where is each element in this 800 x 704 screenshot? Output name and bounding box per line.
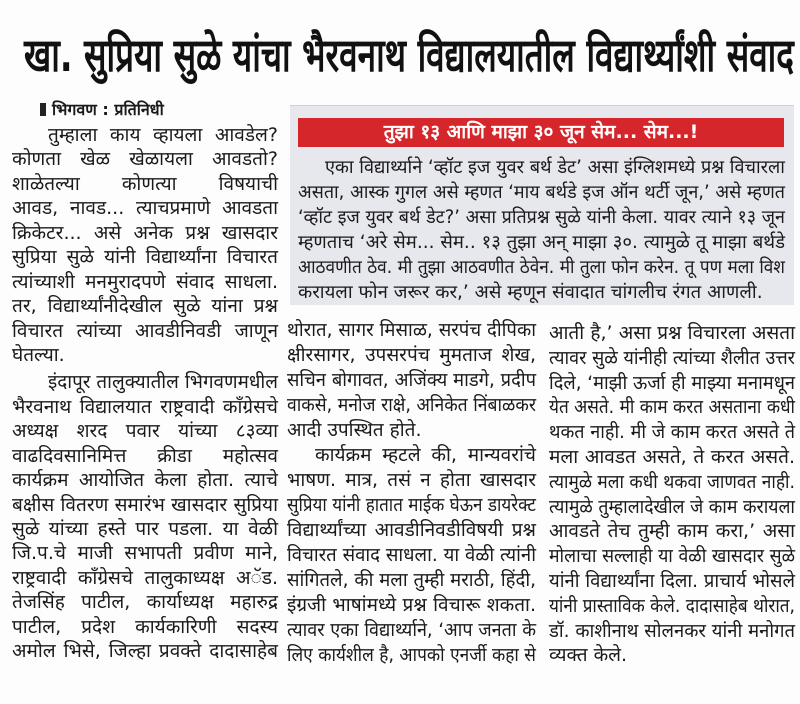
line-text: आवड, नावड... त्याचप्रमाणे आवडता	[12, 197, 278, 220]
headline	[24, 23, 794, 87]
line-text: आठवणीत ठेव. मी तुझा आठवणीत ठेवेन. मी तुला फोन करेन. तू पण मला विश	[298, 257, 785, 278]
text-line	[12, 196, 278, 220]
text-line	[287, 318, 536, 343]
line-text: त्यामुळे मला कधी थकवा जाणवत नाही.	[549, 470, 795, 493]
line-text: सुप्रिया यांनी हातात माईक घेऊन डायरेक्ट	[287, 494, 536, 517]
column-right	[549, 321, 795, 668]
text-line	[287, 493, 536, 518]
text-line	[12, 270, 278, 294]
text-line	[287, 543, 536, 568]
column-left-body	[12, 123, 278, 664]
line-text: एका विद्यार्थ्याने ‘व्हॉट इज युवर बर्थ डेट’ असा इंग्लिशमध्ये प्रश्न विचारला	[325, 157, 785, 178]
text-line	[12, 245, 278, 269]
dateline-marker	[40, 103, 46, 116]
line-text: आदी उपस्थित होते.	[287, 418, 422, 441]
line-text: विचारत संवाद साधला. या वेळी त्यांनी	[287, 544, 536, 567]
line-text: त्यावर एका विद्यार्थ्याने, ‘आप जनता के	[287, 618, 536, 641]
text-line	[12, 294, 278, 318]
text-line	[287, 343, 536, 368]
text-line	[298, 205, 785, 230]
text-line	[12, 172, 278, 196]
text-line	[12, 615, 278, 639]
paragraph	[287, 443, 536, 667]
text-line	[549, 519, 795, 544]
text-line	[12, 468, 278, 492]
line-text: त्यावर सुळे यांनीही त्यांच्या शैलीत उत्तर	[549, 346, 795, 369]
text-line	[549, 594, 795, 619]
box-title	[298, 118, 784, 147]
paragraph	[287, 318, 536, 442]
line-text: वाढदिवसानिमित्त क्रीडा महोत्सव	[12, 444, 278, 467]
column-middle-body	[287, 318, 536, 667]
text-line	[12, 590, 278, 614]
text-line	[287, 618, 536, 643]
line-text: राष्ट्रवादी काँग्रेसचे तालुकाध्यक्ष अॅड.	[12, 566, 278, 589]
text-line	[298, 255, 785, 280]
text-line	[287, 568, 536, 593]
line-text: येत असते. मी काम करत असताना कधी	[549, 396, 795, 419]
text-line	[549, 470, 795, 495]
line-text: मला आवडत असते, ते करत असते.	[549, 445, 795, 468]
line-text: तेजसिंह पाटील, कार्याध्यक्ष महारुद्र	[12, 591, 278, 614]
line-text: पाटील, प्रदेश कार्यकारिणी सदस्य	[12, 615, 278, 638]
line-text: करायला फोन जरूर कर,’ असे म्हणून संवादात चांगलीच रंगत आणली.	[298, 282, 763, 303]
line-text: घेतल्या.	[12, 343, 65, 366]
line-text: तर, विद्यार्थ्यांनीदेखील सुळे यांना प्रश्न	[12, 295, 278, 318]
line-text: म्हणताच ‘अरे सेम... सेम.. १३ तुझा अन् माझा ३०. त्यामुळे तू माझा बर्थडे	[298, 232, 785, 253]
line-text: मोलाचा सल्लाही या वेळी खासदार सुळे	[549, 545, 796, 568]
headline-text: खा. सुप्रिया सुळे यांचा भैरवनाथ विद्यालयातील विद्यार्थ्यांशी संवाद	[24, 28, 794, 82]
text-line	[549, 420, 795, 445]
line-text: सुळे यांच्या हस्ते पार पडला. या वेळी	[12, 518, 278, 540]
line-text: वाकसे, मनोज राक्षे, अनिकेत निंबाळकर	[287, 393, 537, 416]
line-text: आती है,’ असा प्रश्न विचारला असता	[549, 322, 795, 344]
line-text: त्यांच्याशी मनमुरादपणे संवाद साधला.	[12, 270, 278, 293]
column-left	[12, 96, 278, 664]
line-text: शाळेतल्या कोणत्या विषयाची	[12, 172, 278, 195]
line-text: कार्यक्रम आयोजित केला होता. त्याचे	[12, 469, 278, 492]
text-line	[12, 123, 278, 147]
line-text: तुम्हाला काय व्हायला आवडेल?	[48, 124, 278, 146]
text-line	[12, 419, 278, 443]
text-line	[298, 230, 785, 255]
text-line	[287, 518, 536, 543]
line-text: दिले, ‘माझी ऊर्जा ही माझ्या मनामधून	[549, 371, 795, 394]
line-text: थोरात, सागर मिसाळ, सरपंच दीपिका	[287, 319, 537, 341]
line-text: आवडते तेच तुम्ही काम करा,’ असा	[549, 520, 795, 543]
text-line	[12, 444, 278, 468]
text-line	[549, 569, 795, 594]
text-line	[12, 493, 278, 517]
line-text: इंदापूर तालुक्यातील भिगवणमधील	[48, 371, 278, 394]
line-text: जि.प.चे माजी सभापती प्रवीण माने,	[12, 542, 278, 565]
paragraph	[12, 370, 278, 663]
text-line	[549, 346, 795, 371]
line-text: भाषण. मात्र, तसं न होता खासदार	[287, 469, 536, 492]
text-line	[549, 445, 795, 470]
text-line	[298, 180, 785, 205]
line-text: विद्यार्थ्यांच्या आवडीनिवडीविषयी प्रश्न	[287, 519, 536, 542]
line-text: व्यक्त केले.	[549, 644, 628, 667]
text-line	[287, 418, 536, 443]
line-text: अध्यक्ष शरद पवार यांच्या ८३व्या	[12, 420, 278, 443]
column-right-body	[549, 321, 795, 668]
line-text: सचिन बोगावत, अजिंक्य माडगे, प्रदीप	[287, 368, 537, 391]
text-line	[287, 643, 536, 668]
text-line	[12, 147, 278, 171]
line-text: असता, आस्क गुगल असे म्हणत ‘माय बर्थडे इज ऑन थर्टी जून,’ असे म्हणत	[298, 182, 786, 203]
text-line	[12, 343, 278, 367]
dateline	[12, 96, 278, 123]
text-line	[298, 155, 785, 180]
box-body	[298, 155, 785, 305]
line-text: विचारत त्यांच्या आवडीनिवडी जाणून	[12, 319, 278, 342]
line-text: थकत नाही. मी जे काम करत असते ते	[549, 421, 796, 444]
line-text: यांनी प्रास्ताविक केले. दादासाहेब थोरात,	[549, 594, 795, 617]
text-line	[298, 280, 785, 305]
text-line	[12, 319, 278, 343]
dateline-text: भिगवण : प्रतिनिधी	[52, 100, 164, 119]
text-line	[549, 395, 795, 420]
line-text: सुप्रिया सुळे यांनी विद्यार्थ्यांना विचारत	[12, 246, 278, 269]
paragraph	[549, 321, 795, 668]
text-line	[287, 368, 536, 393]
line-text: कार्यक्रम म्हटले की, मान्यवरांचे	[315, 444, 536, 467]
line-text: अमोल भिसे, जिल्हा प्रवक्ते दादासाहेब	[12, 640, 278, 663]
text-line	[12, 395, 278, 419]
text-line	[287, 593, 536, 618]
text-line	[12, 541, 278, 565]
line-text: त्यामुळे तुम्हालादेखील जे काम करायला	[549, 495, 795, 518]
text-line	[287, 443, 536, 468]
line-text: क्षीरसागर, उपसरपंच मुमताज शेख,	[287, 343, 536, 366]
line-text: क्रिकेटर... असे अनेक प्रश्न खासदार	[12, 221, 278, 244]
line-text: ‘व्हॉट इज युवर बर्थ डेट?’ असा प्रतिप्रश्न सुळे यांनी केला. यावर त्याने १३ जून	[298, 207, 785, 228]
text-line	[549, 643, 795, 668]
text-line	[549, 544, 795, 569]
paragraph	[12, 123, 278, 367]
column-middle	[287, 318, 536, 667]
line-text: बक्षीस वितरण समारंभ खासदार सुप्रिया	[12, 493, 278, 516]
text-line	[12, 370, 278, 394]
highlight-box	[290, 105, 794, 305]
line-text: डॉ. काशीनाथ सोलनकर यांनी मनोगत	[549, 619, 796, 642]
text-line	[12, 221, 278, 245]
box-title-text: तुझा १३ आणि माझा ३० जून सेम... सेम...!	[383, 121, 699, 143]
paragraph	[298, 155, 785, 305]
line-text: लिए कार्यशील है, आपको एनर्जी कहा से	[287, 643, 536, 666]
text-line	[12, 517, 278, 541]
text-line	[549, 495, 795, 520]
text-line	[12, 639, 278, 663]
line-text: यांनी विद्यार्थ्यांना दिला. प्राचार्य भोसले	[549, 569, 796, 592]
text-line	[549, 321, 795, 346]
line-text: सांगितले, की मला तुम्ही मराठी, हिंदी,	[287, 568, 537, 591]
text-line	[549, 371, 795, 396]
line-text: भैरवनाथ विद्यालयात राष्ट्रवादी काँग्रेसचे	[12, 395, 278, 418]
line-text: इंग्रजी भाषांमध्ये प्रश्न विचारू शकता.	[287, 593, 536, 616]
text-line	[549, 619, 795, 644]
text-line	[287, 468, 536, 493]
line-text: कोणता खेळ खेळायला आवडतो?	[12, 148, 278, 171]
text-line	[12, 566, 278, 590]
text-line	[287, 393, 536, 418]
